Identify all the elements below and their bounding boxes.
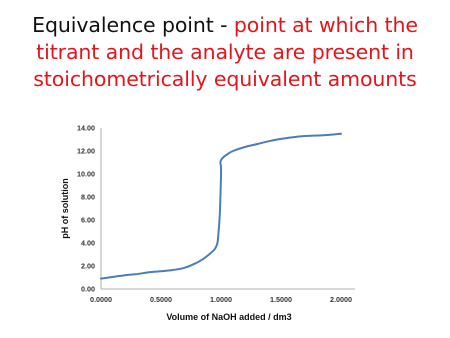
y-tick-label: 0.00 — [81, 284, 95, 294]
heading-definition-part-3: stoichometrically equivalent amounts — [33, 67, 417, 91]
y-tick-label: 8.00 — [81, 192, 95, 202]
y-axis-label: pH of solution — [60, 178, 70, 239]
x-tick-labels — [90, 295, 352, 304]
y-tick-label: 10.00 — [77, 169, 95, 179]
x-axis-label: Volume of NaOH added / dm3 — [166, 312, 292, 322]
y-tick-label: 6.00 — [81, 215, 95, 225]
y-tick-label: 12.00 — [77, 146, 95, 156]
heading-definition-part-2: titrant and the analyte are present in — [36, 40, 414, 64]
y-tick-label: 2.00 — [81, 261, 95, 271]
x-tick-label: 2.0000 — [330, 295, 352, 304]
y-tick-labels — [77, 124, 95, 294]
x-tick-label: 1.5000 — [270, 295, 292, 304]
heading-definition-part-1: point at which the — [233, 13, 418, 37]
y-tick-label: 14.00 — [77, 123, 95, 133]
x-tick-label: 1.0000 — [210, 295, 232, 304]
heading-term: Equivalence point - — [32, 13, 234, 37]
titration-curve-line — [101, 134, 341, 279]
y-tick-label: 4.00 — [81, 238, 95, 248]
x-tick-label: 0.5000 — [150, 295, 172, 304]
x-tick-label: 0.0000 — [90, 295, 112, 304]
